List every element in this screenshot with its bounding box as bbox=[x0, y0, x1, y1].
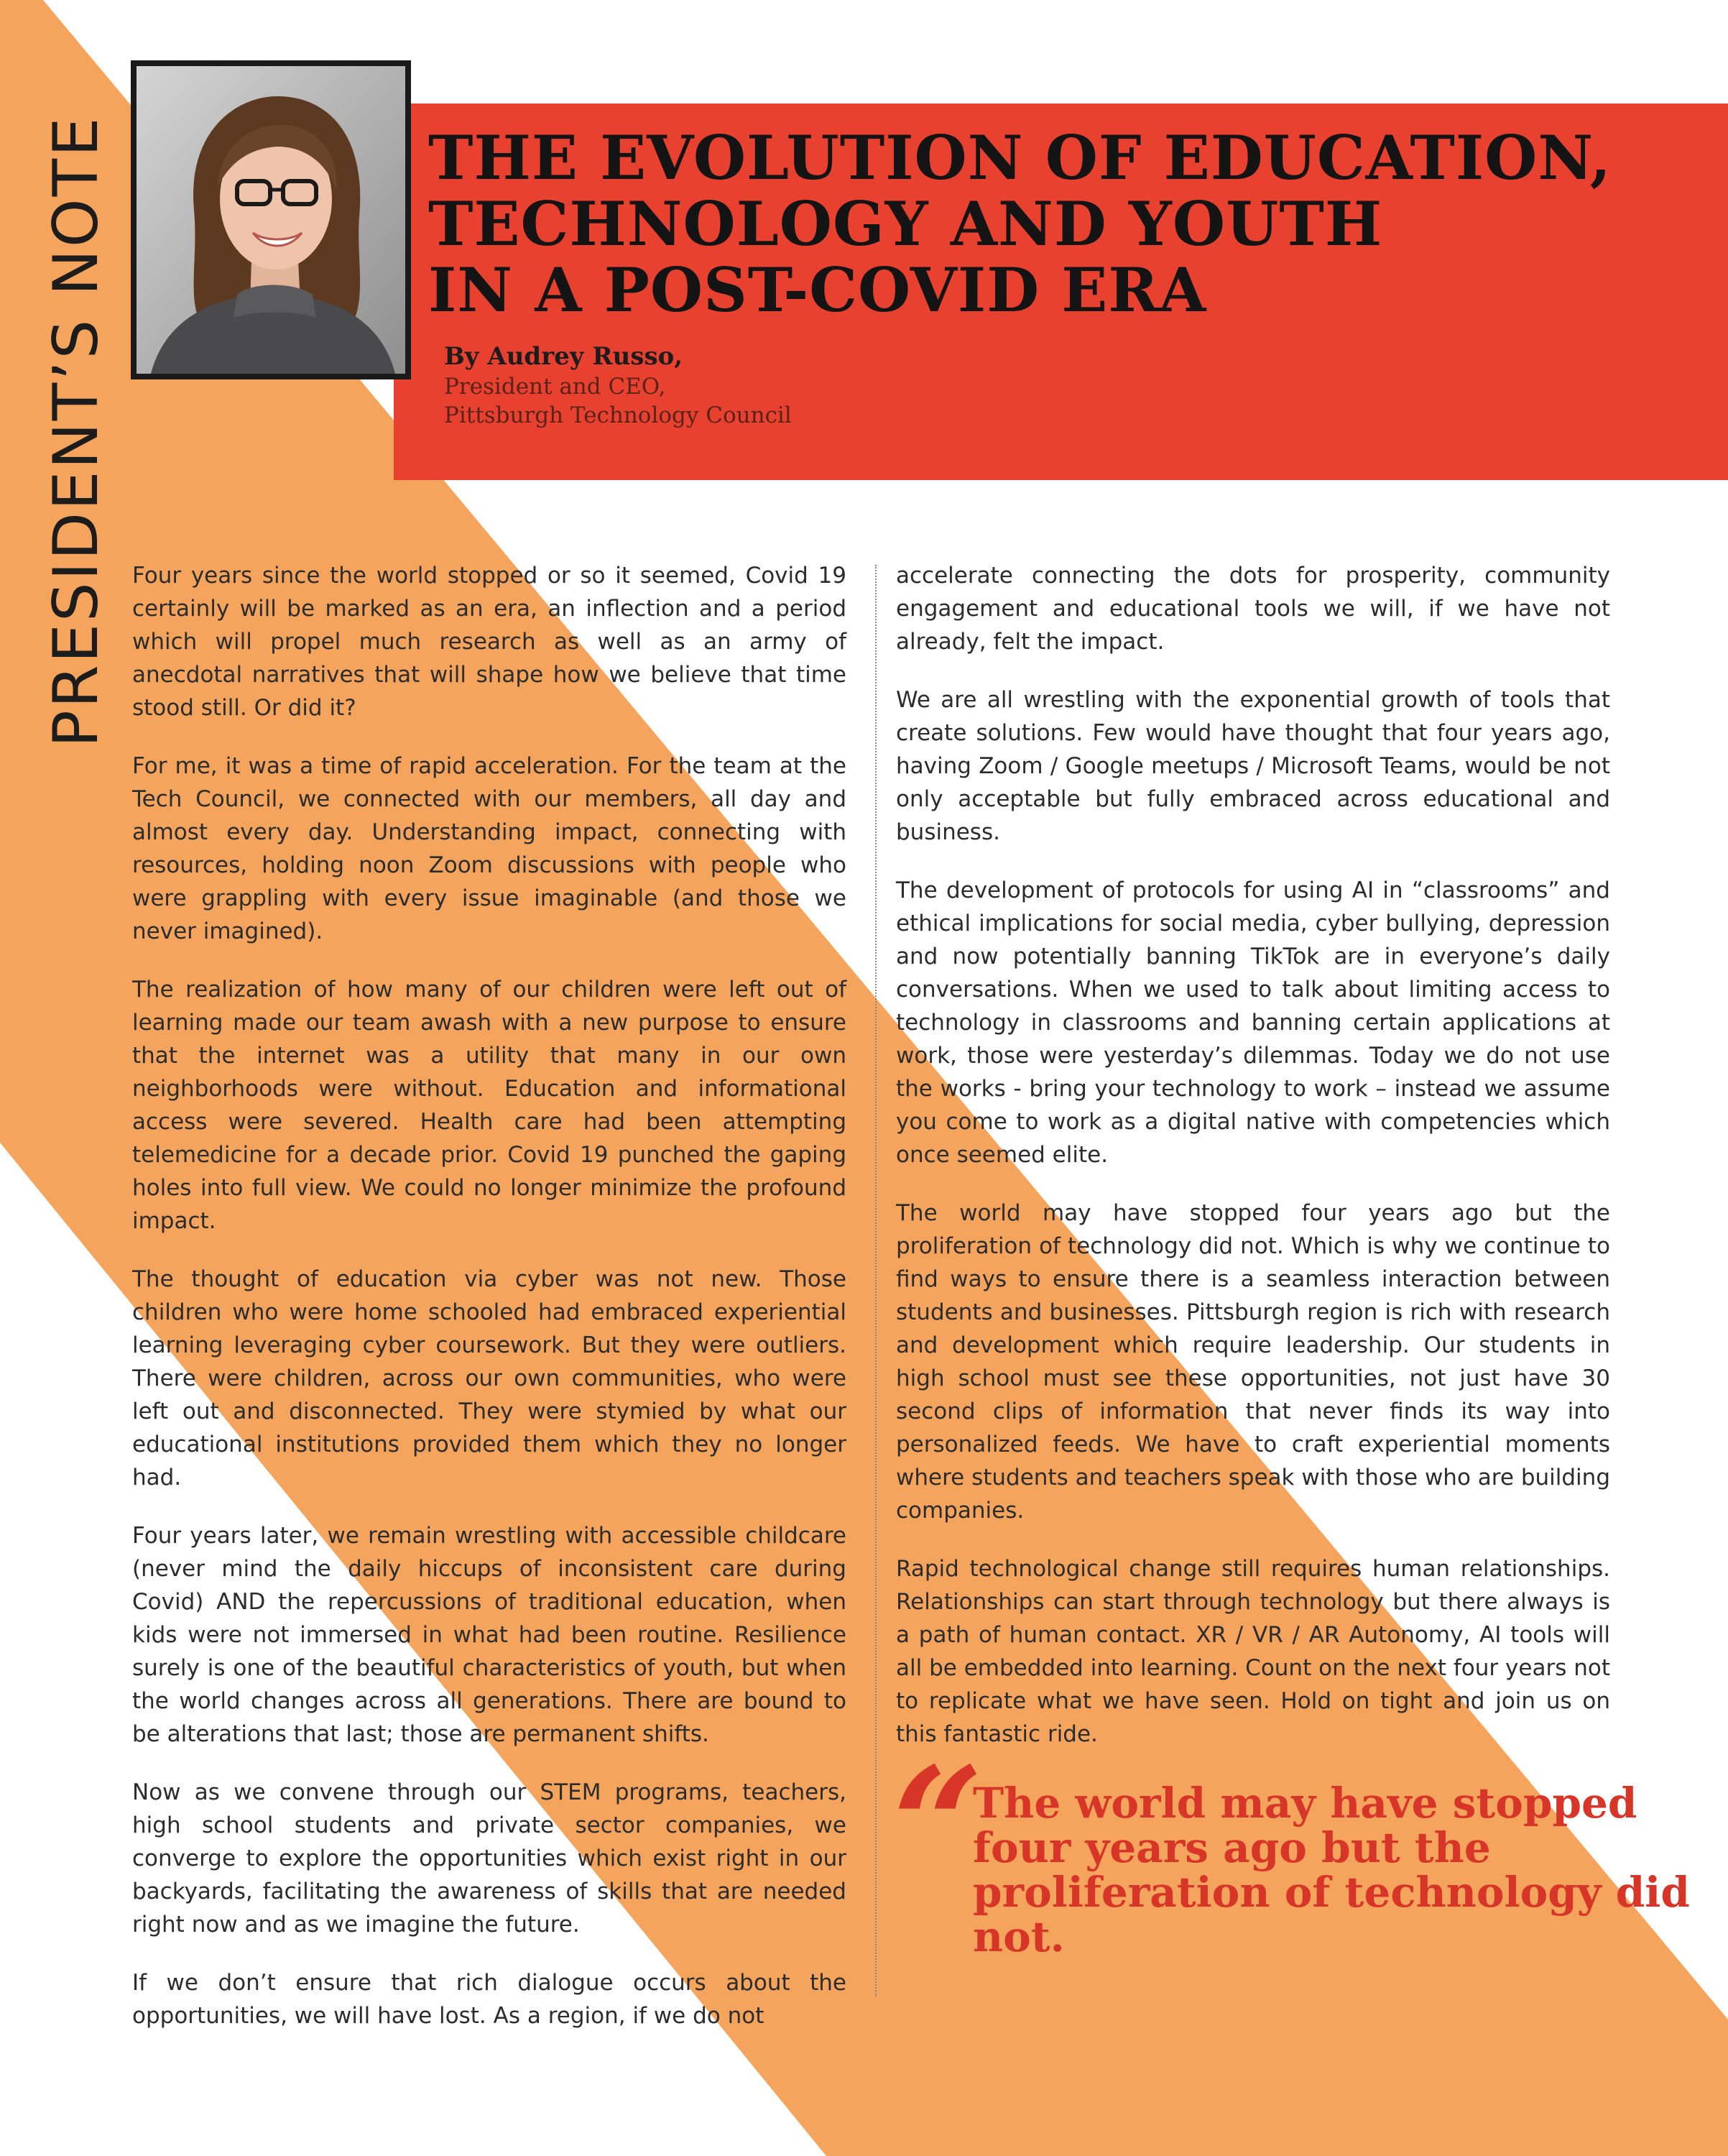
byline-title: President and CEO, bbox=[444, 374, 666, 400]
byline-author: By Audrey Russo, bbox=[444, 342, 683, 371]
paragraph: Now as we convene through our STEM programs, teachers, high school students and private sector companies, we converge to explore the opportunities which exist right in our backyards, facilitating the awareness of skills that are needed right now and as we imagine the future. bbox=[132, 1779, 846, 1938]
paragraph: The world may have stopped four years ago but the proliferation of technology did not. Which is why we continue to find ways to ensure there is a seamless interaction between students and businesses. Pittsburgh region is rich with research and development which require leadership. Our students in high school must see these opportunities, not just have 30 second clips of information that never finds its way into personalized feeds. We have to craft experiential moments where students and teachers speak with those who are building companies. bbox=[896, 1200, 1610, 1524]
section-label: PRESIDENT’S NOTE bbox=[40, 115, 112, 747]
portrait-illustration bbox=[137, 66, 405, 374]
paragraph: For me, it was a time of rapid acceleration. For the team at the Tech Council, we connected with our members, all day and almost every day. Understanding impact, connecting with resources, holding noon Zoom discussions with people who were grappling with every issue imaginable (and those we never imagined). bbox=[132, 753, 846, 944]
paragraph: Four years later, we remain wrestling with accessible childcare (never mind the daily hiccups of inconsistent care during Covid) AND the repercussions of traditional education, when kids were not immersed in what had been routine. Resilience surely is one of the beautiful characteristics of youth, but when the world changes across all generations. There are bound to be alterations that last; those are permanent shifts. bbox=[132, 1523, 846, 1747]
article-right-column bbox=[896, 559, 1610, 1776]
headline bbox=[428, 122, 1612, 326]
paragraph: The thought of education via cyber was not new. Those children who were home schooled had embraced experiential learning leveraging cyber coursework. But they were outliers. There were children, across our own communities, who were left out and disconnected. They were stymied by what our educational institutions provided them which they no longer had. bbox=[132, 1266, 846, 1491]
paragraph: Four years since the world stopped or so it seemed, Covid 19 certainly will be marked as an era, an inflection and a period which will propel much research as well as an army of anecdotal narratives that will shape how we believe that time stood still. Or did it? bbox=[132, 563, 846, 721]
article-left-column bbox=[132, 559, 846, 2058]
pull-quote-text: The world may have stopped four years ago but the proliferation of technology did not. bbox=[973, 1779, 1690, 1961]
quote-mark-icon: “ bbox=[892, 1732, 984, 1918]
headline-line-1: THE EVOLUTION OF EDUCATION, bbox=[428, 122, 1612, 193]
paragraph: If we don’t ensure that rich dialogue occurs about the opportunities, we will have lost. As a region, if we do not bbox=[132, 1970, 846, 2029]
paragraph: The realization of how many of our children were left out of learning made our team awash with a new purpose to ensure that the internet was a utility that many in our own neighborhoods were without. Education and informational access were severed. Health care had been attempting telemedicine for a decade prior. Covid 19 punched the gaping holes into full view. We could no longer minimize the profound impact. bbox=[132, 977, 846, 1234]
headline-line-2: TECHNOLOGY AND YOUTH bbox=[428, 188, 1383, 259]
headline-line-3: IN A POST-COVID ERA bbox=[428, 254, 1207, 326]
paragraph: We are all wrestling with the exponential growth of tools that create solutions. Few would have thought that four years ago, having Zoom / Google meetups / Microsoft Teams, would be not only acceptable but fully embraced across educational and business. bbox=[896, 687, 1610, 845]
paragraph: Rapid technological change still requires human relationships. Relationships can start through technology but there always is a path of human contact. XR / VR / AR Autonomy, AI tools will all be embedded into learning. Count on the next four years not to replicate what we have seen. Hold on tight and join us on this fantastic ride. bbox=[896, 1556, 1610, 1747]
byline-organization: Pittsburgh Technology Council bbox=[444, 402, 792, 428]
column-divider bbox=[875, 565, 877, 1996]
header-block bbox=[394, 103, 1728, 480]
author-portrait bbox=[131, 60, 411, 379]
paragraph: accelerate connecting the dots for prosperity, community engagement and educational tools we will, if we have not already, felt the impact. bbox=[896, 563, 1610, 655]
byline bbox=[444, 341, 792, 430]
paragraph: The development of protocols for using AI in “classrooms” and ethical implications for social media, cyber bullying, depression and now potentially banning TikTok are in everyone’s daily conversations. When we used to talk about limiting access to technology in classrooms and banning certain applications at work, those were yesterday’s dilemmas. Today we do not use the works - bring your technology to work – instead we assume you come to work as a digital native with competencies which once seemed elite. bbox=[896, 877, 1610, 1168]
